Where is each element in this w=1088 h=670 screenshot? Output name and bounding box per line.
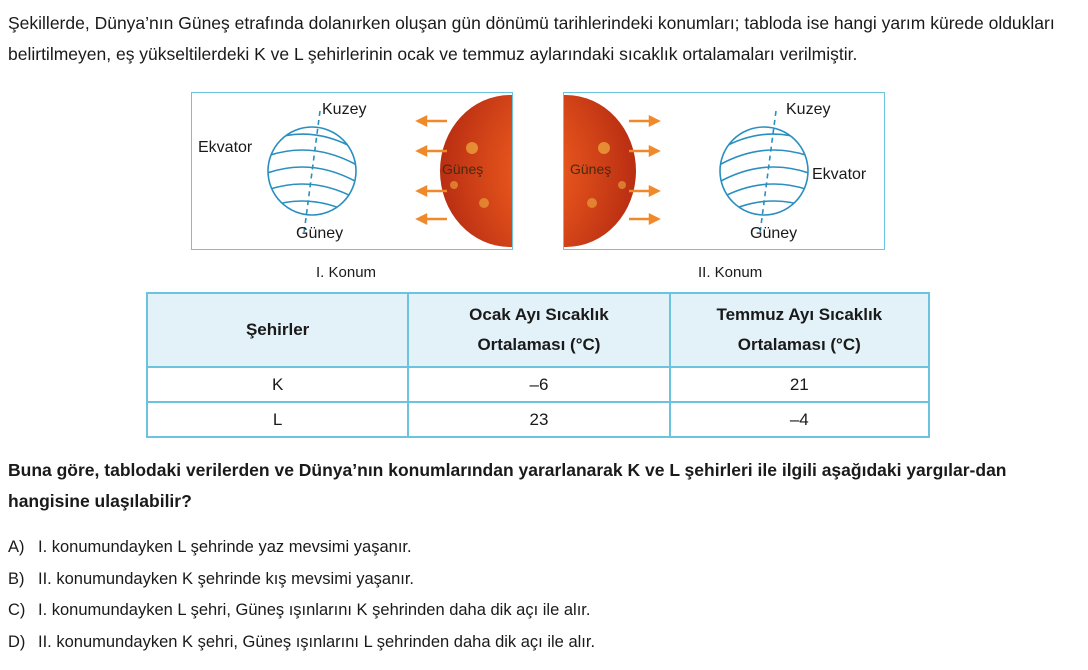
figure-panel-position-1 xyxy=(191,92,513,250)
header-cities: Şehirler xyxy=(147,293,408,367)
option-d[interactable] xyxy=(8,627,595,659)
option-text: II. konumundayken K şehri, Güneş ışınlarını L şehrinden daha dik açı ile alır. xyxy=(38,632,596,651)
intro-text: Şekillerde, Dünya’nın Güneş etrafında dolanırken oluşan gün dönümü tarihlerindeki konumları; tabloda ise hangi yarım kürede oldukları belirtilmeyen, eş yükseltilerdeki K ve L şehirlerinin ocak ve temmuz aylarındaki sıcaklık ortalamaları verilmiştir. xyxy=(8,13,1055,64)
city-cell: L xyxy=(147,402,408,437)
caption-position-2: II. Konum xyxy=(698,264,763,281)
question-text: Buna göre, tablodaki verilerden ve Dünya’nın konumlarından yararlanarak K ve L şehirleri ile ilgili aşağıdaki yargılar-dan hangisine ulaşılabilir? xyxy=(8,460,1007,511)
sun-label: Güneş xyxy=(570,161,612,177)
january-cell: –6 xyxy=(408,367,669,402)
table-row xyxy=(147,367,929,402)
option-text: II. konumundayken K şehrinde kış mevsimi yaşanır. xyxy=(38,569,415,588)
caption-position-1: I. Konum xyxy=(316,264,377,281)
equator-label: Ekvator xyxy=(198,139,253,156)
option-letter: A) xyxy=(8,538,25,556)
globe xyxy=(262,111,362,233)
option-text: I. konumundayken L şehri, Güneş ışınlarını K şehrinden daha dik açı ile alır. xyxy=(38,601,591,619)
table-row xyxy=(147,402,929,437)
equator-label: Ekvator xyxy=(812,166,867,183)
south-label: Güney xyxy=(750,225,798,242)
july-cell: 21 xyxy=(670,367,929,402)
north-label: Kuzey xyxy=(786,101,831,118)
globe xyxy=(714,111,814,233)
july-cell: –4 xyxy=(670,402,929,437)
sun-label: Güneş xyxy=(442,161,484,177)
figure-panel-position-2 xyxy=(563,92,885,250)
option-b[interactable] xyxy=(8,564,595,596)
january-cell: 23 xyxy=(408,402,669,437)
header-july: Temmuz Ayı Sıcaklık Ortalaması (°C) xyxy=(670,293,929,367)
table-header-row xyxy=(147,293,929,367)
option-letter: B) xyxy=(8,569,25,588)
temperature-table xyxy=(146,292,930,438)
city-cell: K xyxy=(147,367,408,402)
north-label: Kuzey xyxy=(322,101,367,118)
option-letter: C) xyxy=(8,601,26,619)
option-text: I. konumundayken L şehrinde yaz mevsimi yaşanır. xyxy=(38,538,412,556)
option-a[interactable] xyxy=(8,532,595,564)
option-letter: D) xyxy=(8,632,26,651)
header-january: Ocak Ayı Sıcaklık Ortalaması (°C) xyxy=(408,293,669,367)
answer-options xyxy=(8,532,595,658)
south-label: Güney xyxy=(296,225,344,242)
option-c[interactable] xyxy=(8,595,595,627)
